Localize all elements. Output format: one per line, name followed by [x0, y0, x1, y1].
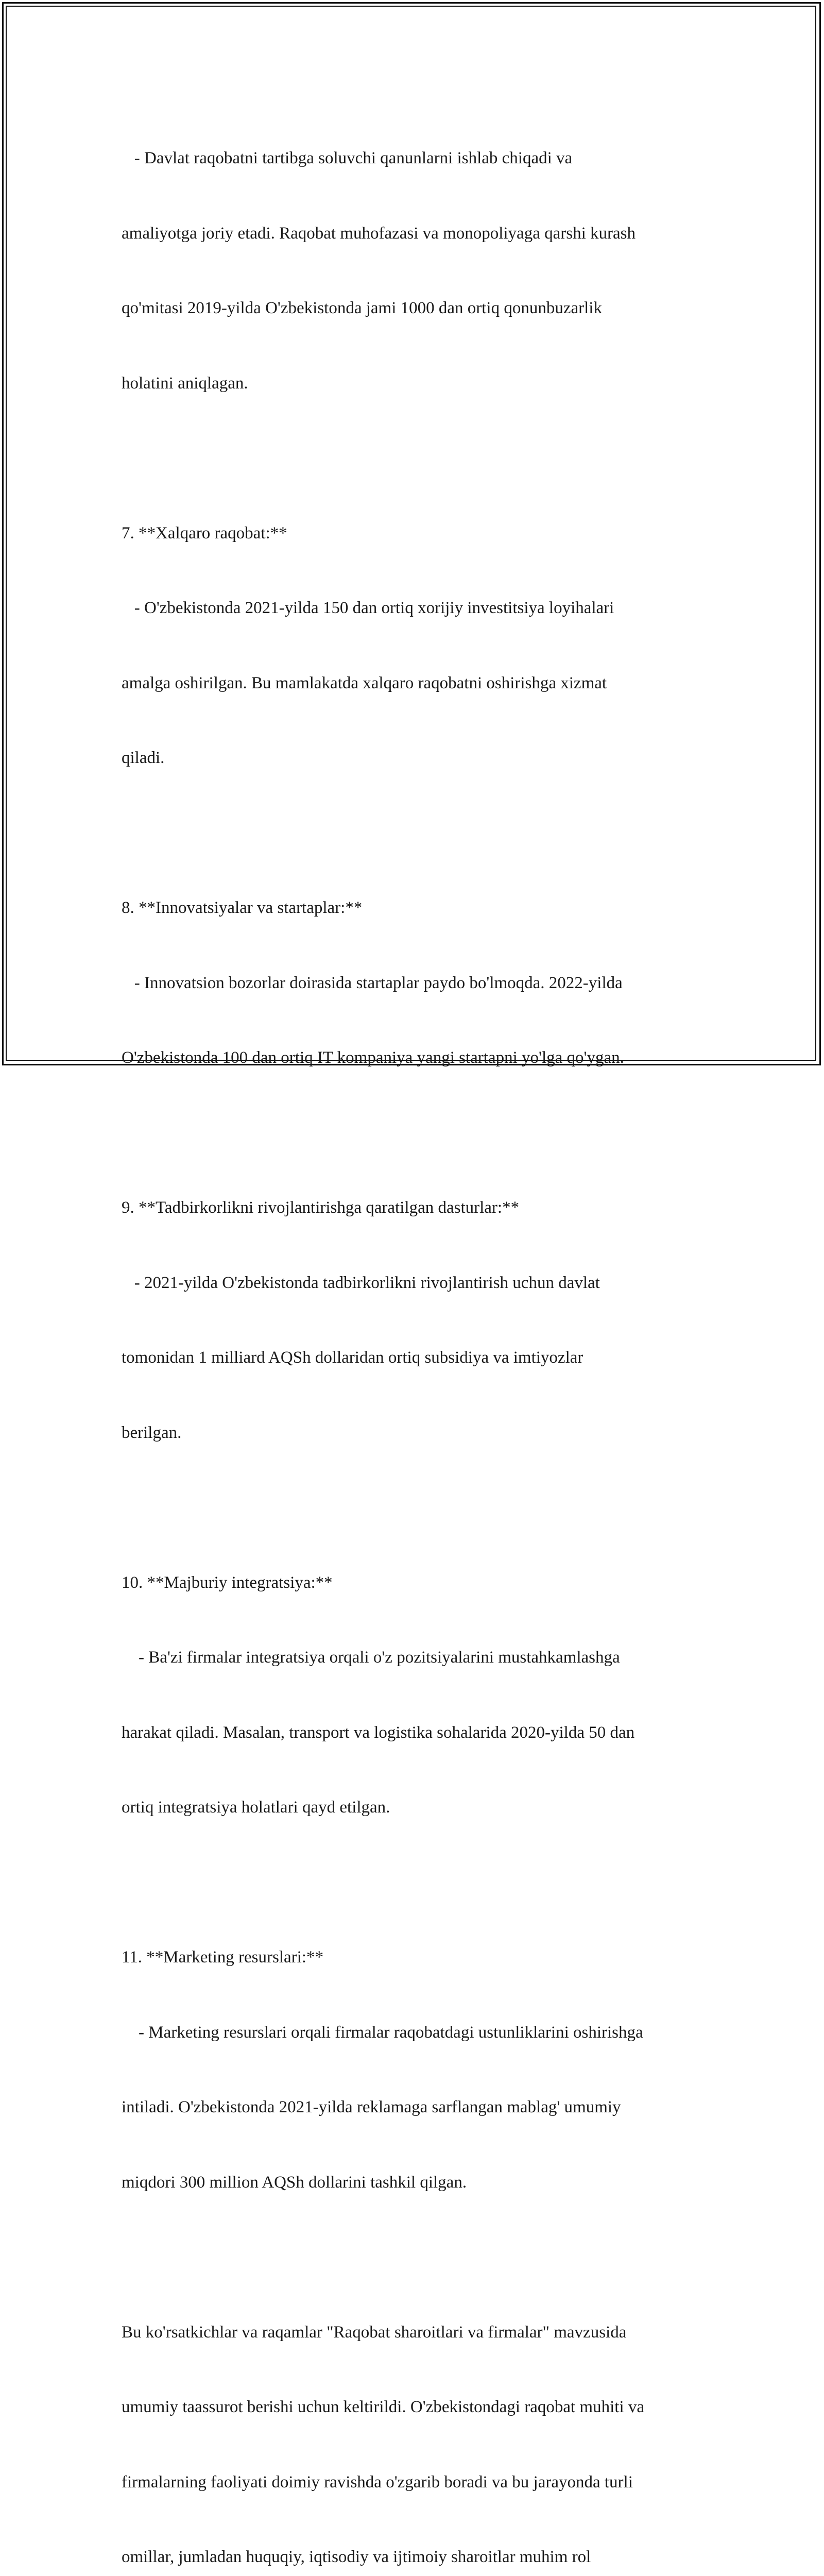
text-line: - O'zbekistonda 2021-yilda 150 dan ortiq xorijiy investitsiya loyihalari [122, 596, 709, 621]
text-line: umumiy taassurot berishi uchun keltirildi. O'zbekistondagi raqobat muhiti va [122, 2395, 709, 2420]
section-8-innovations-startups [122, 845, 709, 1121]
text-line: miqdori 300 million AQSh dollarini tashkil qilgan. [122, 2170, 709, 2195]
text-line: holatini aniqlagan. [122, 371, 709, 396]
text-line: qo'mitasi 2019-yilda O'zbekistonda jami 1000 dan ortiq qonunbuzarlik [122, 296, 709, 321]
text-line: amaliyotga joriy etadi. Raqobat muhofazasi va monopoliyaga qarshi kurash [122, 221, 709, 246]
section-10-forced-integration [122, 1520, 709, 1870]
text-line: berilgan. [122, 1420, 709, 1446]
document-body [122, 96, 709, 2576]
section-7-international-competition [122, 471, 709, 821]
section-heading: 10. **Majburiy integratsiya:** [122, 1570, 709, 1596]
section-11-marketing-resources [122, 1895, 709, 2245]
conclusion-paragraph [122, 2270, 709, 2576]
text-line: tomonidan 1 milliard AQSh dollaridan ortiq subsidiya va imtiyozlar [122, 1345, 709, 1370]
text-line: - Innovatsion bozorlar doirasida startaplar paydo bo'lmoqda. 2022-yilda [122, 971, 709, 996]
text-line: omillar, jumladan huquqiy, iqtisodiy va ijtimoiy sharoitlar muhim rol [122, 2545, 709, 2570]
section-heading: 7. **Xalqaro raqobat:** [122, 521, 709, 546]
text-line: - 2021-yilda O'zbekistonda tadbirkorlikni rivojlantirish uchun davlat [122, 1270, 709, 1296]
paragraph-state-regulation [122, 96, 709, 446]
text-line: - Davlat raqobatni tartibga soluvchi qanunlarni ishlab chiqadi va [122, 146, 709, 171]
text-line: harakat qiladi. Masalan, transport va logistika sohalarida 2020-yilda 50 dan [122, 1720, 709, 1745]
text-line: ortiq integratsiya holatlari qayd etilgan. [122, 1795, 709, 1820]
section-9-entrepreneurship-programs [122, 1145, 709, 1495]
text-line: intiladi. O'zbekistonda 2021-yilda reklamaga sarflangan mablag' umumiy [122, 2095, 709, 2120]
text-line: O'zbekistonda 100 dan ortiq IT kompaniya yangi startapni yo'lga qo'ygan. [122, 1045, 709, 1071]
text-line: firmalarning faoliyati doimiy ravishda o'zgarib boradi va bu jarayonda turli [122, 2470, 709, 2495]
section-heading: 9. **Tadbirkorlikni rivojlantirishga qaratilgan dasturlar:** [122, 1195, 709, 1221]
text-line: amalga oshirilgan. Bu mamlakatda xalqaro raqobatni oshirishga xizmat [122, 671, 709, 696]
section-heading: 11. **Marketing resurslari:** [122, 1945, 709, 1970]
section-heading: 8. **Innovatsiyalar va startaplar:** [122, 895, 709, 921]
text-line: Bu ko'rsatkichlar va raqamlar "Raqobat sharoitlari va firmalar" mavzusida [122, 2320, 709, 2345]
text-line: - Marketing resurslari orqali firmalar raqobatdagi ustunliklarini oshirishga [122, 2020, 709, 2045]
text-line: qiladi. [122, 745, 709, 771]
text-line: - Ba'zi firmalar integratsiya orqali o'z pozitsiyalarini mustahkamlashga [122, 1645, 709, 1670]
